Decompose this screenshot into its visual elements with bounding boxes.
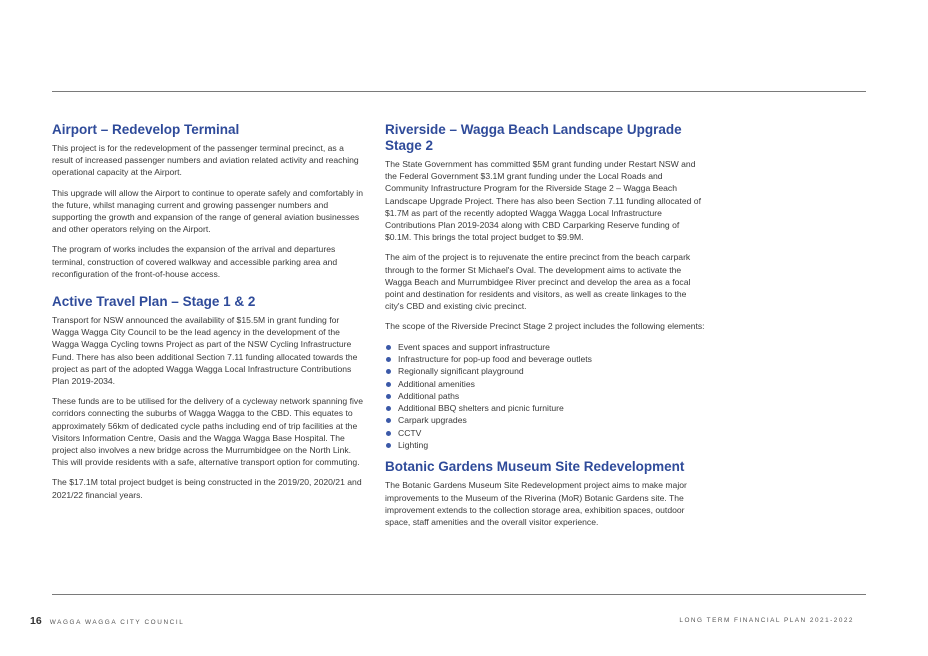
list-item-text: CCTV <box>398 427 422 438</box>
right-column <box>385 122 705 536</box>
bullet-icon <box>386 357 391 362</box>
riverside-heading: Riverside – Wagga Beach Landscape Upgrade Stage 2 <box>385 122 682 153</box>
bullet-icon <box>386 369 391 374</box>
riverside-elements-list <box>385 341 705 452</box>
list-item-text: Infrastructure for pop-up food and beverage outlets <box>398 353 592 364</box>
footer-rule <box>52 594 866 595</box>
list-item-text: Additional BBQ shelters and picnic furniture <box>398 403 564 414</box>
bullet-icon <box>386 394 391 399</box>
footer-left <box>30 615 184 627</box>
list-item <box>385 390 705 402</box>
list-item <box>385 439 705 451</box>
header-rule <box>52 91 866 92</box>
list-item-text: Lighting <box>398 440 429 451</box>
list-item <box>385 414 705 426</box>
list-item-text: Additional amenities <box>398 378 475 389</box>
botanic-heading: Botanic Gardens Museum Site Redevelopment <box>385 459 685 475</box>
active-travel-heading: Active Travel Plan – Stage 1 & 2 <box>52 294 256 310</box>
council-name: WAGGA WAGGA CITY COUNCIL <box>49 619 185 626</box>
list-item <box>385 402 705 414</box>
list-item <box>385 378 705 390</box>
botanic-section <box>385 459 705 528</box>
list-item-text: Event spaces and support infrastructure <box>398 341 550 352</box>
list-item <box>385 353 705 365</box>
bullet-icon <box>386 431 391 436</box>
bullet-icon <box>386 382 391 387</box>
list-item-text: Additional paths <box>398 390 460 401</box>
document-title: LONG TERM FINANCIAL PLAN 2021-2022 <box>679 617 854 624</box>
riverside-paragraph-1: The State Government has committed $5M grant funding under Restart NSW and the Federal Government $3.1M grant funding under the Local Roads and Community Infrastructure Program for the Riverside Stage 2 – Wagga Beach Landscape Upgrade Project. There has also been Section 7.11 funding allocated of $1.7M as part of the recently adopted Wagga Wagga Local Infrastructure Contributions Plan 2019-2034 along with CBD Carparking Reserve funding of $0.1M. This brings the total project budget to $9.9M. <box>385 159 701 243</box>
list-item <box>385 365 705 377</box>
bullet-icon <box>386 345 391 350</box>
airport-paragraph-3: The program of works includes the expansion of the arrival and departures terminal, construction of covered walkway and accessible parking area and reconfiguration of the front-of-house access. <box>52 244 338 279</box>
airport-heading: Airport – Redevelop Terminal <box>52 122 240 137</box>
active-travel-paragraph-3: The $17.1M total project budget is being constructed in the 2019/20, 2020/21 and 2021/22 financial years. <box>52 477 362 500</box>
airport-section <box>52 122 366 280</box>
active-travel-paragraph-1: Transport for NSW announced the availability of $15.5M in grant funding for Wagga Wagga City Council to be the lead agency in the development of the Wagga Wagga Cycling towns Project as part of the NSW Cycling Infrastructure Fund. There has also been additional Section 7.11 funding allocated towards the project as part of the adopted Wagga Wagga Local Infrastructure Contributions Plan 2019-2034. <box>52 315 358 387</box>
airport-paragraph-2: This upgrade will allow the Airport to continue to operate safely and comfortably in the future, whilst managing current and growing passenger numbers and supporting the growth and expansion of the range of general aviation businesses and other operators relying on the Airport. <box>52 187 363 235</box>
list-item <box>385 427 705 439</box>
page-number: 16 <box>30 615 42 627</box>
botanic-paragraph-1: The Botanic Gardens Museum Site Redevelopment project aims to make major improvements to the Museum of the Riverina (MoR) Botanic Gardens site. The improvement extends to the collection storage area, exhibition spaces, outdoor space, staff amenities and the overall visitor experience. <box>385 480 687 527</box>
riverside-paragraph-2: The aim of the project is to rejuvenate the entire precinct from the beach carpark through to the former St Michael's Oval. The development aims to activate the Wagga Beach and Murrumbidgee River precinct and develop the area as a focal point and destination for residents and visitors, as well as create linkages to the city's CBD and existing civic precinct. <box>385 252 691 312</box>
bullet-icon <box>386 406 391 411</box>
bullet-icon <box>386 443 391 448</box>
active-travel-paragraph-2: These funds are to be utilised for the delivery of a cycleway network spanning five corridors connecting the suburbs of Wagga Wagga to the CBD. This equates to approximately 56km of dedicated cycle paths including end of trip facilities at the Visitors Information Centre, Oasis and the Wagga Wagga Base Hospital. The project also involves a new bridge across the Murrumbidgee on the North Link. This will provide residents with a safe, alternative transport option for commuting. <box>52 396 363 468</box>
riverside-paragraph-3: The scope of the Riverside Precinct Stage 2 project includes the following elements: <box>385 321 705 332</box>
list-item-text: Carpark upgrades <box>398 415 467 426</box>
active-travel-section <box>52 294 366 501</box>
bullet-icon <box>386 418 391 423</box>
list-item <box>385 341 705 353</box>
left-column <box>52 122 366 509</box>
riverside-section <box>385 122 705 451</box>
airport-paragraph-1: This project is for the redevelopment of the passenger terminal precinct, as a result of increased passenger numbers and aviation related activity and reaching operational capacity at the Airport. <box>52 143 359 178</box>
list-item-text: Regionally significant playground <box>398 366 524 377</box>
